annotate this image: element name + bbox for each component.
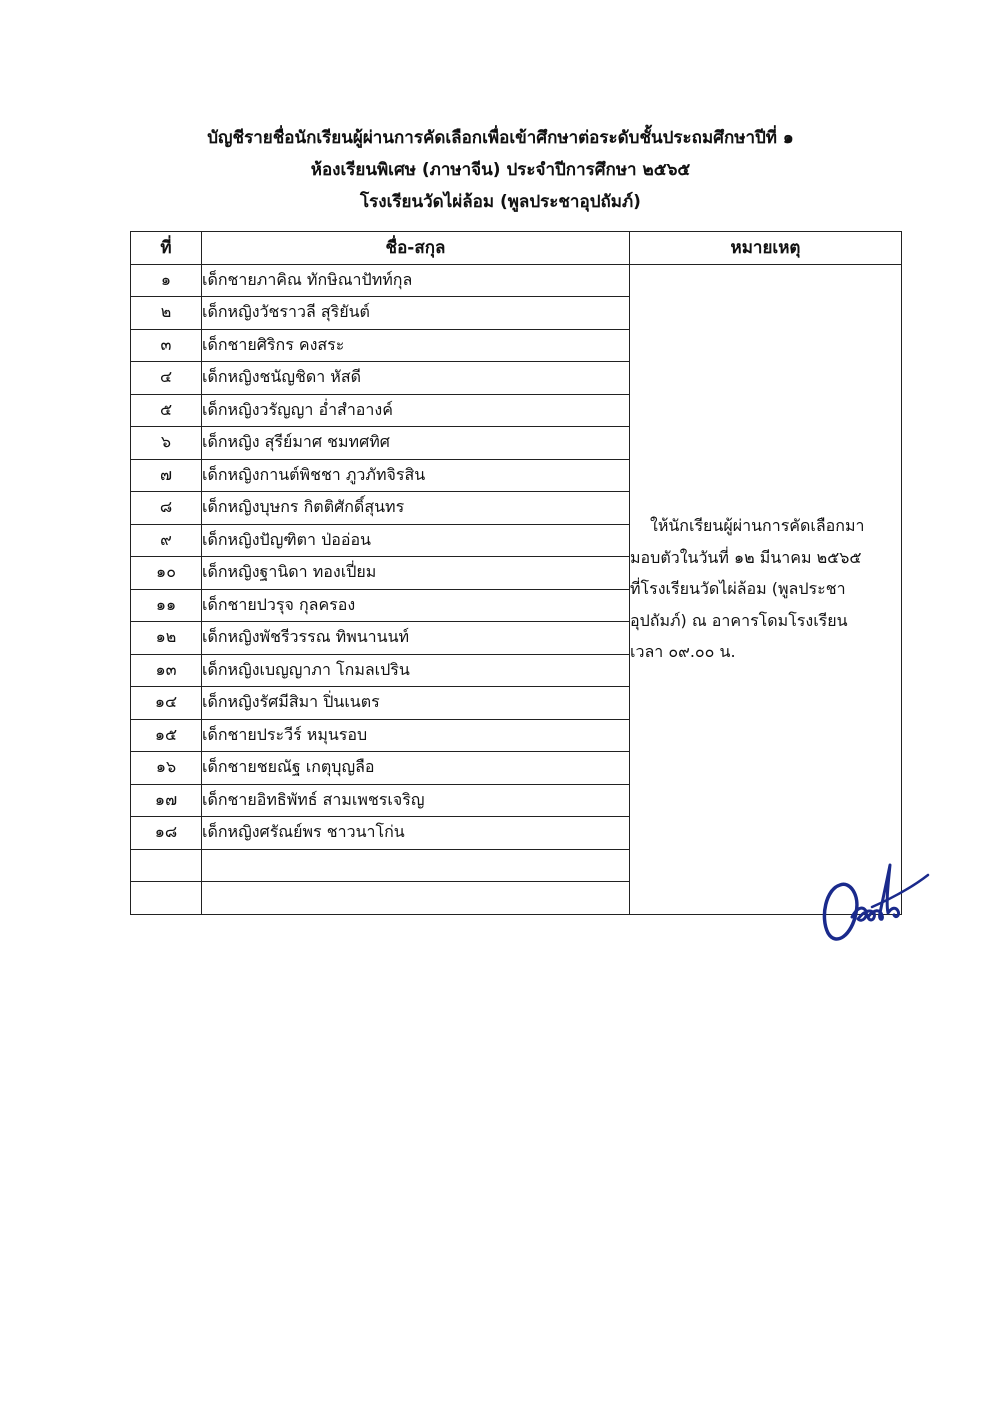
document-header	[0, 122, 1001, 218]
student-name: เด็กหญิงฐานิดา ทองเปี่ยม	[202, 557, 630, 590]
remark-line: ให้นักเรียนผู้ผ่านการคัดเลือกมา	[650, 516, 865, 536]
row-number: ๑๑	[131, 589, 202, 622]
remark-line: ที่โรงเรียนวัดไผ่ล้อม (พูลประชา	[630, 579, 846, 599]
document-subtitle: ห้องเรียนพิเศษ (ภาษาจีน) ประจำปีการศึกษา ๒๕๖๕	[310, 160, 691, 180]
row-number: ๑๔	[131, 687, 202, 720]
remark-line: มอบตัวในวันที่ ๑๒ มีนาคม ๒๕๖๕	[630, 547, 862, 567]
row-number: ๑๒	[131, 622, 202, 655]
row-number: ๑	[131, 264, 202, 297]
student-name: เด็กหญิงเบญญาภา โกมลเปริน	[202, 654, 630, 687]
student-name: เด็กชายภาคิณ ทักษิณาปัทท์กุล	[202, 264, 630, 297]
column-header-remark: หมายเหตุ	[630, 232, 902, 265]
remark-line: อุปถัมภ์) ณ อาคารโดมโรงเรียน	[630, 610, 848, 630]
student-roster-table	[130, 231, 902, 915]
table-body	[131, 264, 902, 914]
table-header-row	[131, 232, 902, 265]
student-name: เด็กชายประวีร์ หมุนรอบ	[202, 719, 630, 752]
row-number: ๘	[131, 492, 202, 525]
school-name: โรงเรียนวัดไผ่ล้อม (พูลประชาอุปถัมภ์)	[360, 192, 641, 212]
row-number: ๑๕	[131, 719, 202, 752]
row-number: ๖	[131, 427, 202, 460]
row-number: ๑๗	[131, 784, 202, 817]
student-name	[202, 882, 630, 915]
column-header-number: ที่	[131, 232, 202, 265]
student-name: เด็กหญิงพัชรีวรรณ ทิพนานนท์	[202, 622, 630, 655]
student-name: เด็กชายปวรุจ กุลครอง	[202, 589, 630, 622]
row-number: ๕	[131, 394, 202, 427]
student-name: เด็กหญิงศรัณย์พร ชาวนาโก่น	[202, 817, 630, 850]
student-name: เด็กหญิงรัศมีสิมา ปิ่นเนตร	[202, 687, 630, 720]
student-name: เด็กหญิงบุษกร กิตติศักดิ์สุนทร	[202, 492, 630, 525]
document-title: บัญชีรายชื่อนักเรียนผู้ผ่านการคัดเลือกเพื่อเข้าศึกษาต่อระดับชั้นประถมศึกษาปีที่ ๑	[207, 128, 794, 148]
student-name: เด็กหญิงปัญฑิตา ป่ออ่อน	[202, 524, 630, 557]
row-number: ๔	[131, 362, 202, 395]
row-number: ๑๖	[131, 752, 202, 785]
student-name: เด็กหญิงวรัญญา อ่ำสำอางค์	[202, 394, 630, 427]
signature-image	[812, 855, 932, 950]
row-number: ๑๐	[131, 557, 202, 590]
student-name: เด็กหญิงวัชราวลี สุริยันต์	[202, 297, 630, 330]
row-number	[131, 882, 202, 915]
row-number: ๑๓	[131, 654, 202, 687]
remark-line: เวลา ๐๙.๐๐ น.	[630, 642, 736, 662]
student-name: เด็กหญิงชนัญชิดา หัสดี	[202, 362, 630, 395]
student-name	[202, 849, 630, 882]
row-number: ๑๘	[131, 817, 202, 850]
row-number: ๒	[131, 297, 202, 330]
row-number: ๗	[131, 459, 202, 492]
student-name: เด็กชายชยณัฐ เกตุบุญลือ	[202, 752, 630, 785]
row-number: ๓	[131, 329, 202, 362]
table-row	[131, 264, 902, 297]
student-name: เด็กชายอิทธิพัทธ์ สามเพชรเจริญ	[202, 784, 630, 817]
row-number: ๙	[131, 524, 202, 557]
remark-cell	[630, 264, 902, 914]
student-name: เด็กหญิงกานต์พิชชา ภูวภัทจิรสิน	[202, 459, 630, 492]
student-name: เด็กหญิง สุรีย์มาศ ชมทศทิศ	[202, 427, 630, 460]
column-header-name: ชื่อ-สกุล	[202, 232, 630, 265]
row-number	[131, 849, 202, 882]
student-name: เด็กชายศิริกร คงสระ	[202, 329, 630, 362]
